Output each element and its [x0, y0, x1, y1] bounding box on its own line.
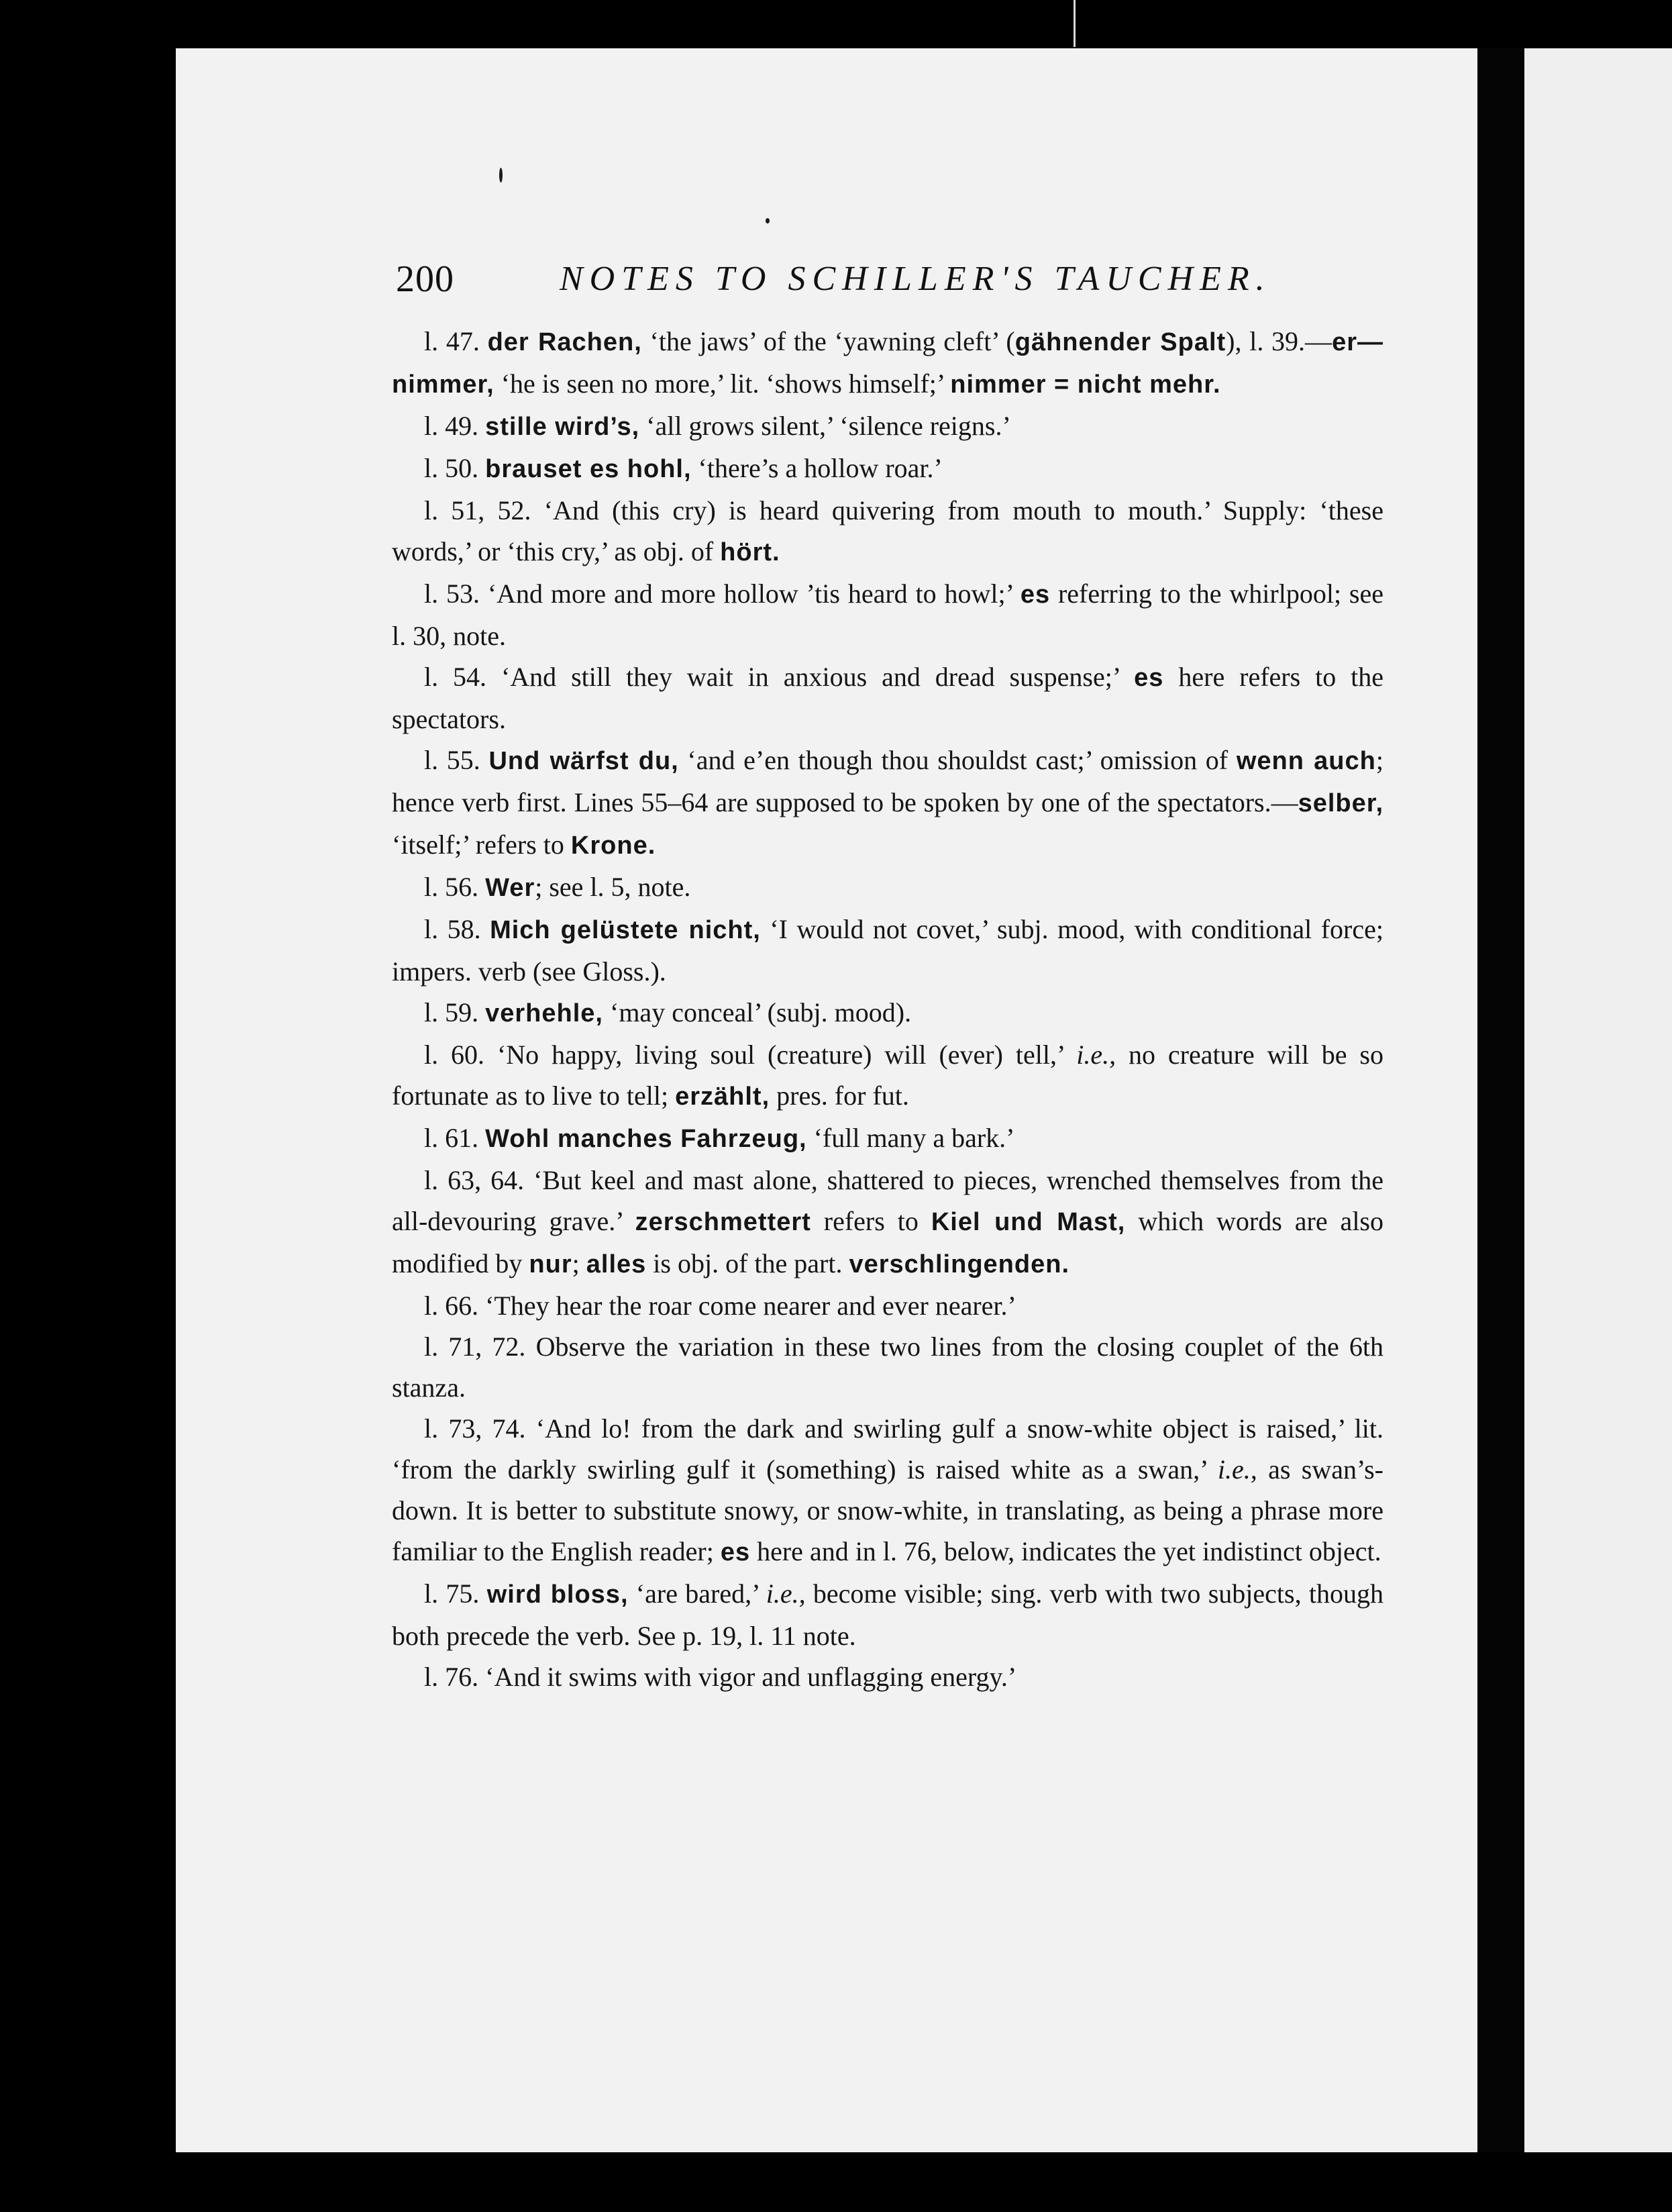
note-text: ‘the jaws’ of the ‘yawning cleft’ ( — [641, 326, 1015, 356]
note-text: l. 61. — [424, 1123, 486, 1153]
note-text: l. 56. — [424, 872, 486, 902]
german-term: Und wärfst du, — [488, 747, 679, 775]
note-text: ; — [572, 1248, 586, 1278]
scan-speck — [1640, 1356, 1647, 1362]
note-text: l. 71, 72. Observe the variation in these two lines from the closing couplet of the 6th stanza. — [392, 1331, 1383, 1403]
german-term: verschlingenden. — [849, 1250, 1070, 1278]
note-text: is obj. of the part. — [646, 1248, 849, 1278]
italic-abbreviation: i.e., — [1076, 1040, 1116, 1070]
note-text: l. 59. — [424, 997, 486, 1027]
german-term: gähnender Spalt — [1014, 328, 1226, 356]
note-paragraph — [392, 992, 1383, 1034]
running-title: NOTES TO SCHILLER'S TAUCHER. — [560, 260, 1271, 298]
note-text: ‘itself;’ refers to — [392, 830, 571, 860]
note-text: l. 60. ‘No happy, living soul (creature) will (ever) tell,’ — [424, 1040, 1077, 1070]
note-text: l. 50. — [424, 453, 486, 483]
note-text: no creature will be so fortunate as to live to tell; — [392, 1040, 1383, 1111]
note-paragraph — [392, 1326, 1383, 1408]
german-term: Wohl manches Fahrzeug, — [485, 1125, 807, 1153]
italic-abbreviation: i.e., — [766, 1578, 806, 1609]
german-term: es — [720, 1538, 751, 1566]
note-text: ‘are bared,’ — [628, 1578, 766, 1609]
note-text: ; hence verb first. Lines 55–64 are supposed to be spoken by one of the spectators.— — [392, 745, 1383, 817]
german-term: verhehle, — [485, 999, 603, 1027]
german-term: selber, — [1298, 789, 1383, 817]
note-paragraph — [392, 909, 1383, 992]
note-text: which words are also modified by — [392, 1206, 1383, 1278]
note-text: l. 53. ‘And more and more hollow ’tis heard to howl;’ — [424, 579, 1021, 609]
note-paragraph — [392, 448, 1383, 490]
note-paragraph — [392, 656, 1383, 740]
german-term: wenn auch — [1236, 747, 1376, 775]
note-text: ‘and e’en though thou shouldst cast;’ omission of — [678, 745, 1237, 775]
italic-abbreviation: i.e., — [1217, 1454, 1257, 1485]
note-text: ), l. 39.— — [1226, 326, 1333, 356]
note-paragraph — [392, 1656, 1383, 1697]
note-text: l. 54. ‘And still they wait in anxious and dread suspense;’ — [424, 662, 1135, 692]
note-text: l. 58. — [424, 914, 490, 944]
scan-speck — [766, 218, 770, 223]
scan-speck — [499, 168, 503, 183]
note-paragraph — [392, 866, 1383, 909]
german-term: stille wird’s, — [485, 413, 640, 441]
note-paragraph — [392, 321, 1383, 405]
running-head — [396, 246, 1469, 319]
note-paragraph — [392, 405, 1383, 448]
note-text: l. 55. — [424, 745, 489, 775]
german-term: Kiel und Mast, — [931, 1208, 1126, 1236]
german-term: nimmer = nicht mehr. — [950, 370, 1221, 399]
german-term: der Rachen, — [487, 328, 642, 356]
note-text: ‘full many a bark.’ — [806, 1123, 1015, 1153]
german-term: erzählt, — [675, 1083, 770, 1111]
note-text: referring to the whirlpool; see l. 30, note. — [392, 579, 1384, 651]
note-paragraph — [392, 1573, 1383, 1656]
note-paragraph — [392, 490, 1383, 573]
german-term: er—nimmer, — [392, 328, 1383, 399]
note-text: l. 63, 64. ‘But keel and mast alone, shattered to pieces, wrenched themselves from the all-devouring grave.’ — [392, 1165, 1383, 1236]
note-paragraph — [392, 1160, 1383, 1285]
german-term: hört. — [720, 538, 780, 566]
german-term: zerschmettert — [635, 1208, 811, 1236]
note-text: pres. for fut. — [770, 1080, 909, 1111]
note-text: here and in l. 76, below, indicates the yet indistinct object. — [750, 1536, 1381, 1566]
german-term: es — [1020, 581, 1051, 609]
note-paragraph — [392, 573, 1383, 656]
scan-scratch — [1074, 0, 1076, 47]
note-paragraph — [392, 740, 1383, 866]
note-text: ‘I would not covet,’ subj. mood, with conditional force; impers. verb (see Gloss.). — [392, 914, 1383, 987]
note-text: ‘all grows silent,’ ‘silence reigns.’ — [639, 411, 1011, 441]
note-paragraph — [392, 1117, 1383, 1160]
page-number: 200 — [396, 258, 454, 300]
german-term: alles — [586, 1250, 647, 1278]
note-text: l. 75. — [424, 1578, 487, 1609]
note-text: l. 47. — [424, 326, 488, 356]
page-gutter — [1477, 48, 1524, 2152]
german-term: Wer — [485, 874, 535, 902]
german-term: Krone. — [570, 832, 656, 860]
german-term: nur — [529, 1250, 572, 1278]
note-text: l. 51, 52. ‘And (this cry) is heard quivering from mouth to mouth.’ Supply: ‘these words,’ or ‘this cry,’ as obj. of — [392, 495, 1383, 566]
note-paragraph — [392, 1034, 1383, 1117]
german-term: Mich gelüstete nicht, — [490, 916, 761, 944]
note-text: ; see l. 5, note. — [535, 872, 691, 902]
note-paragraph — [392, 1285, 1383, 1326]
note-text: l. 76. ‘And it swims with vigor and unflagging energy.’ — [424, 1662, 1017, 1692]
note-paragraph — [392, 1408, 1383, 1573]
note-text: l. 73, 74. ‘And lo! from the dark and swirling gulf a snow-white object is raised,’ lit. ‘from the darkly swirling gulf it (something) is raised white as a swan,’ — [392, 1413, 1383, 1485]
facing-page-edge — [1524, 48, 1672, 2152]
notes-body — [392, 321, 1383, 1697]
note-text: l. 49. — [424, 411, 486, 441]
german-term: wird bloss, — [486, 1580, 629, 1609]
note-text: ‘he is seen no more,’ lit. ‘shows himself;’ — [494, 368, 951, 399]
note-text: ‘may conceal’ (subj. mood). — [603, 997, 912, 1027]
note-text: refers to — [811, 1206, 931, 1236]
note-text: here refers to the spectators. — [392, 662, 1384, 734]
note-text: l. 66. ‘They hear the roar come nearer and ever nearer.’ — [424, 1291, 1016, 1321]
note-text: ‘there’s a hollow roar.’ — [691, 453, 943, 483]
german-term: es — [1134, 664, 1164, 692]
note-text: as swan’s-down. It is better to substitute snowy, or snow-white, in translating, as being a phrase more familiar to the English reader; — [392, 1454, 1384, 1566]
german-term: brauset es hohl, — [485, 455, 692, 483]
note-text: become visible; sing. verb with two subjects, though both precede the verb. See p. 19, l. 11 note. — [392, 1578, 1383, 1651]
